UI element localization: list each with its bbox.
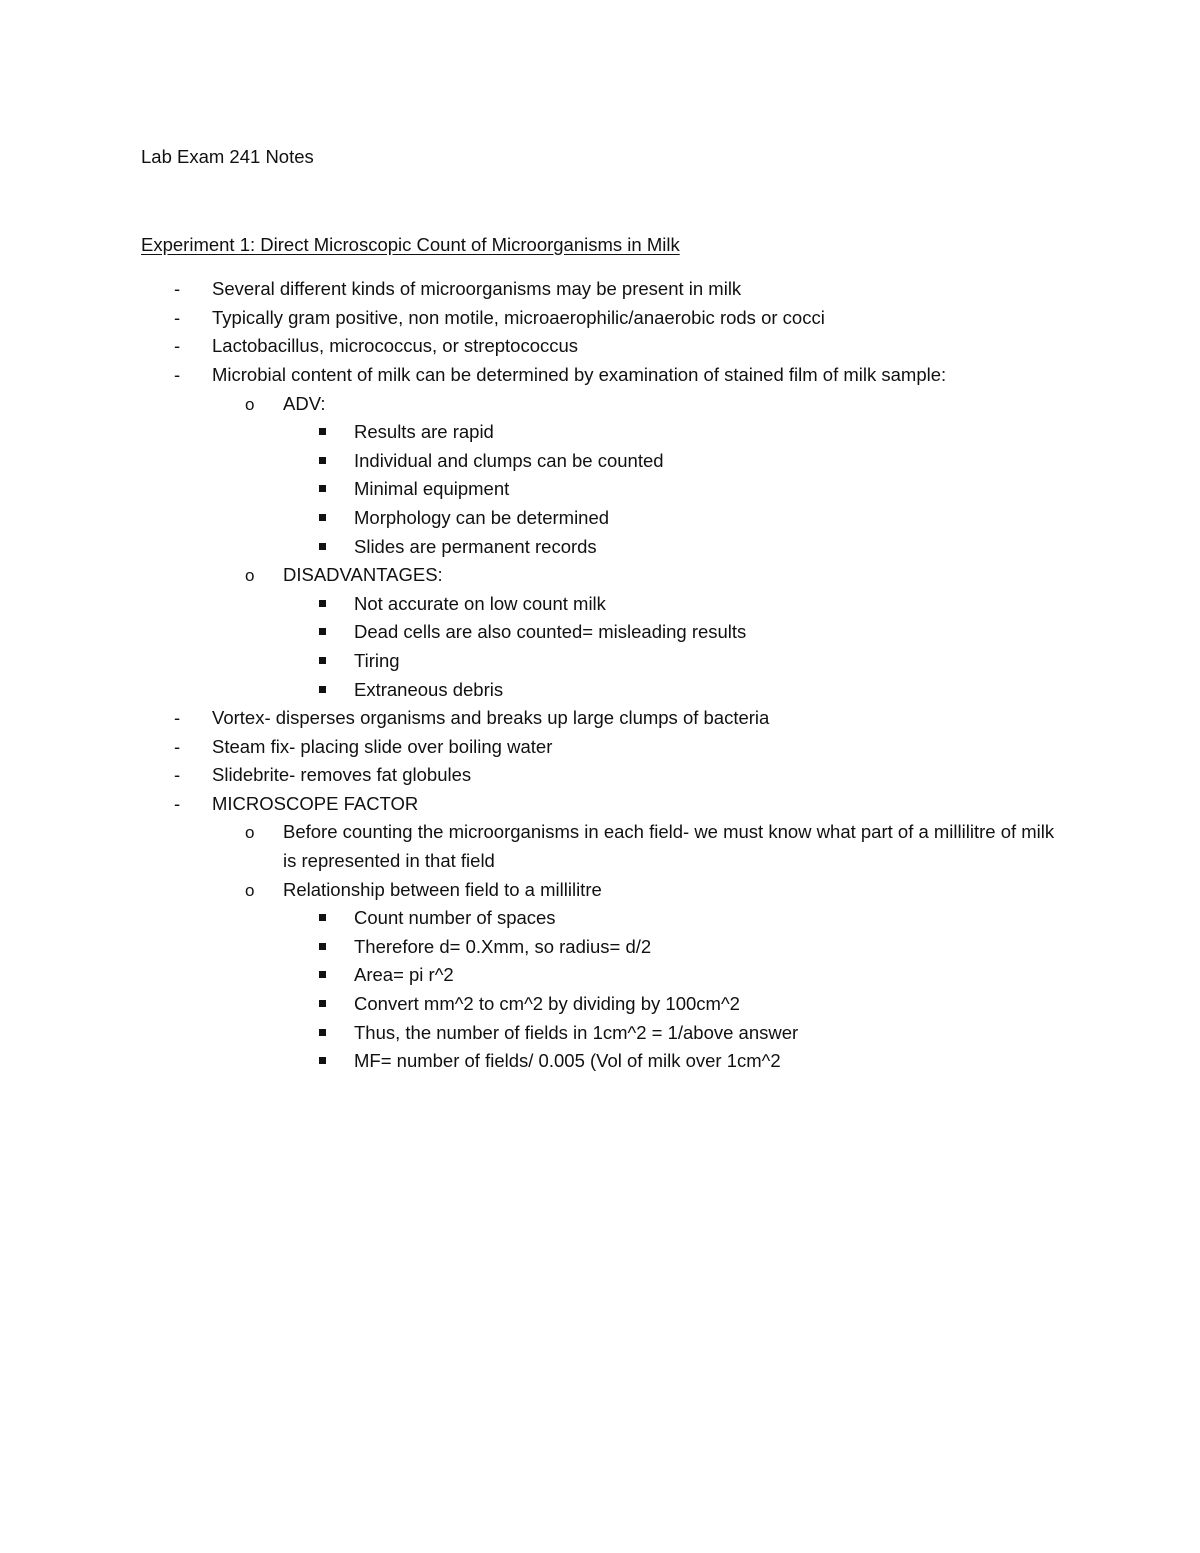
list-item-text: Before counting the microorganisms in each field- we must know what part of a millilitre of milk is represented in that field: [283, 821, 1055, 872]
list-item: [141, 733, 1061, 762]
list-item-text: Slides are permanent records: [354, 535, 597, 557]
sub-list-item: [212, 561, 1061, 704]
square-bullet-icon: [319, 1029, 326, 1036]
sub-list-item: [212, 818, 1061, 875]
dash-bullet-icon: [174, 704, 194, 733]
circle-bullet-icon: [245, 390, 265, 420]
square-bullet-icon: [319, 943, 326, 950]
circle-bullet-icon: [245, 818, 265, 848]
sub-sub-list-item: [283, 475, 1061, 504]
list-item: [141, 275, 1061, 304]
sub-list-item: [212, 876, 1061, 1076]
list-item-text: Vortex- disperses organisms and breaks up large clumps of bacteria: [212, 707, 770, 729]
list-item-text: Steam fix- placing slide over boiling water: [212, 735, 553, 757]
dash-bullet-icon: [174, 790, 194, 819]
list-item-text: Slidebrite- removes fat globules: [212, 764, 472, 786]
list-item-text: MF= number of fields/ 0.005 (Vol of milk over 1cm^2: [354, 1050, 781, 1072]
list-item-text: Count number of spaces: [354, 907, 556, 929]
list-item-text: Minimal equipment: [354, 478, 510, 500]
sub-sub-list-item: [283, 1047, 1061, 1076]
dash-bullet-icon: [174, 332, 194, 361]
square-bullet-icon: [319, 457, 326, 464]
list-item: [141, 704, 1061, 733]
sub-sub-list-item: [283, 990, 1061, 1019]
square-bullet-icon: [319, 485, 326, 492]
square-bullet-icon: [319, 657, 326, 664]
square-bullet-icon: [319, 1000, 326, 1007]
sub-sub-list-item: [283, 618, 1061, 647]
dash-bullet-icon: [174, 304, 194, 333]
list-item-text: Thus, the number of fields in 1cm^2 = 1/above answer: [354, 1021, 799, 1043]
list-item-text: Morphology can be determined: [354, 506, 610, 528]
sub-sub-list-item: [283, 504, 1061, 533]
square-bullet-icon: [319, 686, 326, 693]
list-item-text: MICROSCOPE FACTOR: [212, 792, 419, 814]
sub-sub-list-item: [283, 676, 1061, 705]
square-bullet-icon: [319, 514, 326, 521]
nested-list: [212, 390, 1061, 705]
list-item-text: Convert mm^2 to cm^2 by dividing by 100cm^2: [354, 993, 740, 1015]
circle-bullet-icon: [245, 876, 265, 906]
list-item-text: Individual and clumps can be counted: [354, 449, 664, 471]
list-item-text: ADV:: [283, 392, 326, 414]
list-item-text: Dead cells are also counted= misleading results: [354, 621, 747, 643]
dash-bullet-icon: [174, 761, 194, 790]
square-bullet-icon: [319, 628, 326, 635]
list-item-text: DISADVANTAGES:: [283, 564, 443, 586]
sub-sub-list-item: [283, 933, 1061, 962]
sub-sub-list-item: [283, 961, 1061, 990]
list-item-text: Area= pi r^2: [354, 964, 454, 986]
list-item: [141, 304, 1061, 333]
dash-bullet-icon: [174, 275, 194, 304]
nested-list: [283, 590, 1061, 704]
sub-sub-list-item: [283, 904, 1061, 933]
sub-sub-list-item: [283, 418, 1061, 447]
document-title: Lab Exam 241 Notes: [141, 146, 314, 167]
list-item: [141, 361, 1061, 704]
nested-list: [283, 904, 1061, 1076]
notes-list: [141, 275, 1061, 1076]
list-item-text: Typically gram positive, non motile, microaerophilic/anaerobic rods or cocci: [212, 306, 825, 328]
square-bullet-icon: [319, 1057, 326, 1064]
square-bullet-icon: [319, 600, 326, 607]
list-item: [141, 332, 1061, 361]
sub-sub-list-item: [283, 447, 1061, 476]
list-item-text: Tiring: [354, 649, 400, 671]
circle-bullet-icon: [245, 561, 265, 591]
sub-sub-list-item: [283, 590, 1061, 619]
square-bullet-icon: [319, 428, 326, 435]
list-item-text: Microbial content of milk can be determined by examination of stained film of milk sample:: [212, 363, 947, 385]
square-bullet-icon: [319, 914, 326, 921]
list-item-text: Several different kinds of microorganisms may be present in milk: [212, 278, 742, 300]
square-bullet-icon: [319, 543, 326, 550]
square-bullet-icon: [319, 971, 326, 978]
sub-sub-list-item: [283, 647, 1061, 676]
sub-list-item: [212, 390, 1061, 562]
nested-list: [212, 818, 1061, 1075]
section-heading: Experiment 1: Direct Microscopic Count of Microorganisms in Milk: [141, 233, 680, 255]
list-item-text: Extraneous debris: [354, 678, 504, 700]
document-body: [141, 143, 1061, 1076]
dash-bullet-icon: [174, 361, 194, 390]
list-item-text: Therefore d= 0.Xmm, so radius= d/2: [354, 935, 652, 957]
list-item-text: Not accurate on low count milk: [354, 592, 606, 614]
list-item: [141, 790, 1061, 1076]
nested-list: [283, 418, 1061, 561]
list-item-text: Relationship between field to a millilitre: [283, 878, 602, 900]
sub-sub-list-item: [283, 1019, 1061, 1048]
sub-sub-list-item: [283, 533, 1061, 562]
dash-bullet-icon: [174, 733, 194, 762]
list-item: [141, 761, 1061, 790]
list-item-text: Results are rapid: [354, 421, 494, 443]
list-item-text: Lactobacillus, micrococcus, or streptococcus: [212, 335, 579, 357]
